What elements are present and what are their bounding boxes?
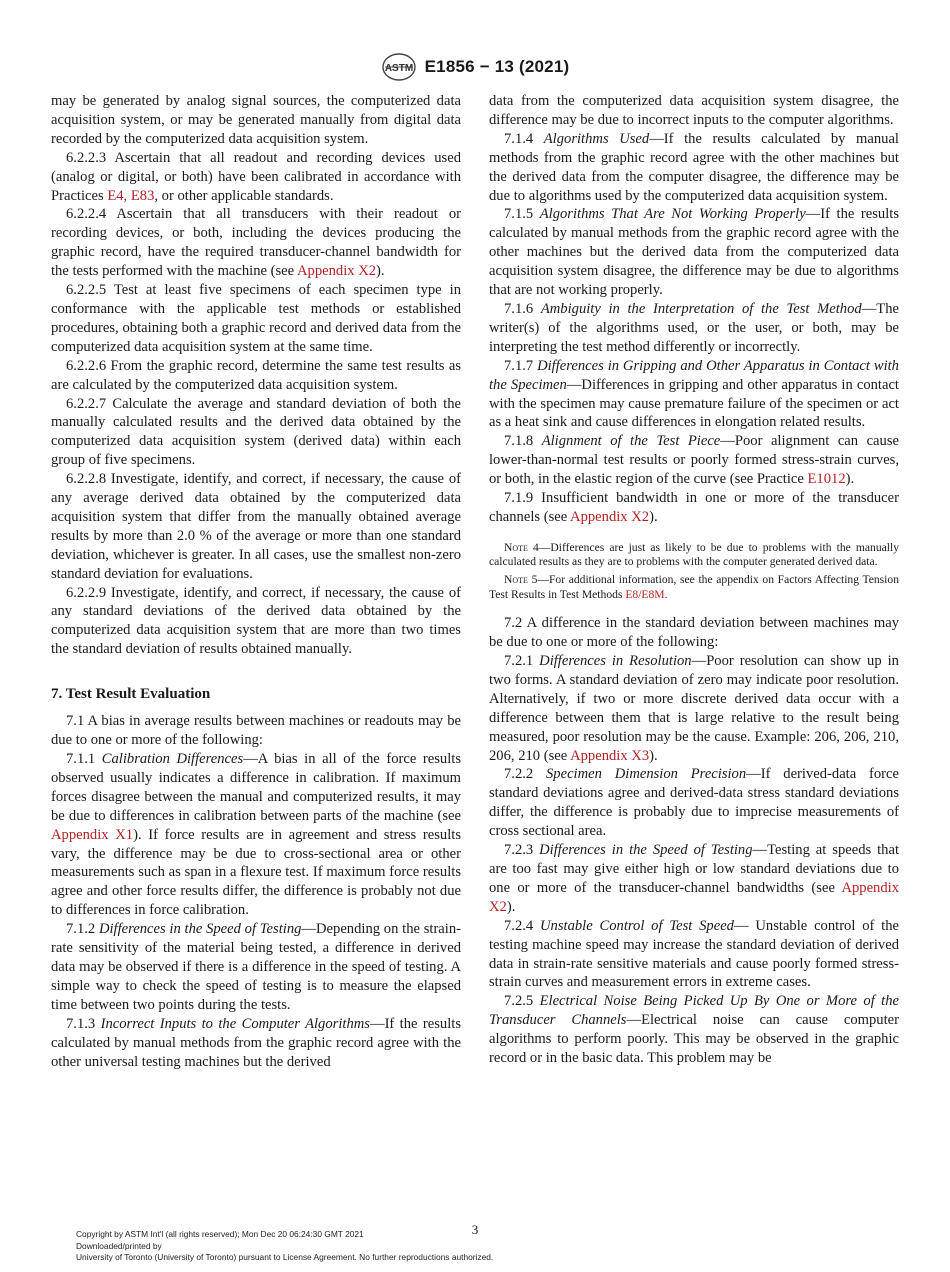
paragraph-7-1-8: 7.1.8 Alignment of the Test Piece—Poor alignment can cause lower-than-normal test results or poorly formed stress-strain curves, or both, in the elastic region of the curve (see Practice E1012).	[489, 433, 899, 488]
paragraph-7-2-3: 7.2.3 Differences in the Speed of Testing—Testing at speeds that are too fast may give either high or low standard deviations due to one or more of the transducer-channel bandwidths (see Appendix X2).	[489, 842, 899, 915]
paragraph: data from the computerized data acquisition system disagree, the difference may be due to incorrect inputs to the computer algorithms.	[489, 93, 899, 128]
paragraph-7-1-3: 7.1.3 Incorrect Inputs to the Computer Algorithms—If the results calculated by manual methods from the graphic record agree with the other universal testing machines but the derived	[51, 1015, 461, 1070]
astm-logo-icon	[381, 52, 417, 82]
right-column	[489, 92, 899, 1068]
paragraph-6-2-2-3: 6.2.2.3 Ascertain that all readout and recording devices used (analog or digital, or both) have been calibrated in accordance with Practices E4, E83, or other applicable standards.	[51, 149, 461, 204]
link-appendix-x3[interactable]: Appendix X3	[570, 747, 650, 764]
paragraph-6-2-2-9: 6.2.2.9 Investigate, identify, and correct, if necessary, the cause of any standard deviations of the derived data obtained by the computerized data acquisition system that are more than two times the standard deviation of results obtained manually.	[51, 584, 461, 658]
link-appendix-x2[interactable]: Appendix X2	[489, 879, 899, 915]
paragraph-7-2: 7.2 A difference in the standard deviation between machines may be due to one or more of the following:	[489, 615, 899, 651]
paragraph-6-2-2-5: 6.2.2.5 Test at least five specimens of each specimen type in conformance with the applicable test methods or established procedures, obtaining both a graphic record and derived data from the computerized data acquisition system at the same time.	[51, 282, 461, 355]
note-4: Note 4—Differences are just as likely to be due to problems with the manually calculated results as they are to problems with the computer generated derived data.	[489, 540, 900, 569]
paragraph-7-1-4: 7.1.4 Algorithms Used—If the results calculated by manual methods from the graphic record agree with the other machines but the derived data from the computer disagree, the difference may be due to algorithms used by the computerized data acquisition system.	[489, 130, 899, 204]
left-column	[51, 92, 461, 1071]
document-id: E1856 − 13 (2021)	[424, 57, 570, 76]
footer-line: Downloaded/printed by	[76, 1240, 162, 1251]
link-appendix-x2[interactable]: Appendix X2	[570, 508, 650, 525]
footer-line: University of Toronto (University of Toronto) pursuant to License Agreement. No further reproductions authorized.	[76, 1252, 494, 1262]
paragraph-7-1-2: 7.1.2 Differences in the Speed of Testing—Depending on the strain-rate sensitivity of the material being tested, a difference in derived data may be observed if there is a difference in the speed of testing. A simple way to check the speed of testing is to measure the elapsed time between two points during the tests.	[51, 921, 461, 1013]
paragraph: may be generated by analog signal sources, the computerized data acquisition system, or may be generated manually from digital data recorded by the computerized data acquisition system.	[51, 93, 461, 147]
note-5: Note 5—For additional information, see the appendix on Factors Affecting Tension Test Results in Test Methods E8/E8M.	[489, 573, 899, 601]
paragraph-7-1-1: 7.1.1 Calibration Differences—A bias in all of the force results observed usually indicates a difference in calibration. If maximum forces disagree between the manual and computerized results, it may be due to differences in calibration between parts of the machine (see Appendix X1). If force results are in agreement and stress results vary, the difference may be due to cross-sectional area or other measurements such as span in a flexure test. If maximum force results agree and other force results differ, the difference is probably not due to differences in force calibration.	[51, 751, 462, 919]
link-e1012[interactable]: E1012	[807, 471, 846, 488]
paragraph-7-1-9: 7.1.9 Insufficient bandwidth in one or more of the transducer channels (see Appendix X2).	[489, 490, 899, 525]
paragraph-6-2-2-8: 6.2.2.8 Investigate, identify, and correct, if necessary, the cause of any average derived data obtained by the computerized data acquisition system that differ from the manually obtained average results by more than 2.0 % of the average or more than one standard deviation, whichever is greater. In all cases, use the smallest non-zero standard deviation for evaluations.	[51, 471, 461, 582]
link-e83[interactable]: E83	[130, 187, 155, 204]
paragraph-7-1-6: 7.1.6 Ambiguity in the Interpretation of the Test Method—The writer(s) of the algorithms used, or the user, or both, may be interpreting the test method differently or incorrectly.	[489, 300, 899, 355]
paragraph-7-2-5: 7.2.5 Electrical Noise Being Picked Up By One or More of the Transducer Channels—Electrical noise can cause computer algorithms to perform poorly. This may be observed in the graphic record or in the basic data. This problem may be	[489, 993, 899, 1067]
link-appendix-x1[interactable]: Appendix X1	[51, 826, 134, 843]
paragraph-7-1-7: 7.1.7 Differences in Gripping and Other Apparatus in Contact with the Specimen—Differences in gripping and other apparatus in contact with the specimen may cause premature failure of the specimen or act as a heat sink and cause differences in elongation related results.	[489, 357, 899, 431]
paragraph-7-1: 7.1 A bias in average results between machines or readouts may be due to one or more of the following:	[51, 713, 461, 749]
footer-line: Copyright by ASTM Int'l (all rights reserved); Mon Dec 20 06:24:30 GMT 2021	[76, 1229, 364, 1239]
link-e8-e8m[interactable]: E8/E8M	[625, 587, 665, 601]
link-appendix-x2[interactable]: Appendix X2	[296, 263, 377, 280]
paragraph-7-2-4: 7.2.4 Unstable Control of Test Speed— Unstable control of the testing machine speed may increase the standard deviation of derived data in strain-rate sensitive materials and cause poorly formed stress-strain curves and measurement errors in extreme cases.	[489, 917, 899, 991]
paragraph-6-2-2-6: 6.2.2.6 From the graphic record, determine the same test results as are calculated by the computerized data acquisition system.	[51, 357, 461, 393]
paragraph-7-2-2: 7.2.2 Specimen Dimension Precision—If derived-data force standard deviations agree and derived-data stress standard deviations differ, the difference is probably due to imprecise measurements of cross sectional area.	[489, 766, 899, 840]
paragraph-6-2-2-4: 6.2.2.4 Ascertain that all transducers with their readout or recording devices, or both, including the devices producing the graphic record, have the required transducer-channel bandwidth for the tests performed with the machine (see Appendix X2).	[51, 206, 461, 280]
page-header	[0, 52, 950, 82]
paragraph-7-1-5: 7.1.5 Algorithms That Are Not Working Properly—If the results calculated by manual methods from the graphic record agree with the other machines but the derived data from the computerized data acquisition system disagree, the difference may be due to algorithms that are not working properly.	[489, 206, 899, 299]
link-e4[interactable]: E4,	[107, 187, 128, 204]
paragraph-6-2-2-7: 6.2.2.7 Calculate the average and standard deviation of both the manually calculated results and the derived data obtained by the computerized data acquisition system (derived data) within each group of five specimens.	[51, 395, 461, 469]
paragraph-7-2-1: 7.2.1 Differences in Resolution—Poor resolution can show up in two forms. A standard deviation of zero may indicate poor resolution. Alternatively, if two or more discrete derived data occur with a difference between them that is large relative to the result being measured, poor resolution may be the cause. Example: 206, 206, 210, 206, 210 (see Appendix X3).	[489, 653, 899, 764]
svg-text:ASTM: ASTM	[384, 63, 413, 74]
page-number: 3	[471, 1222, 479, 1237]
section-heading: 7. Test Result Evaluation	[51, 686, 211, 703]
copyright-footer	[76, 1229, 493, 1264]
